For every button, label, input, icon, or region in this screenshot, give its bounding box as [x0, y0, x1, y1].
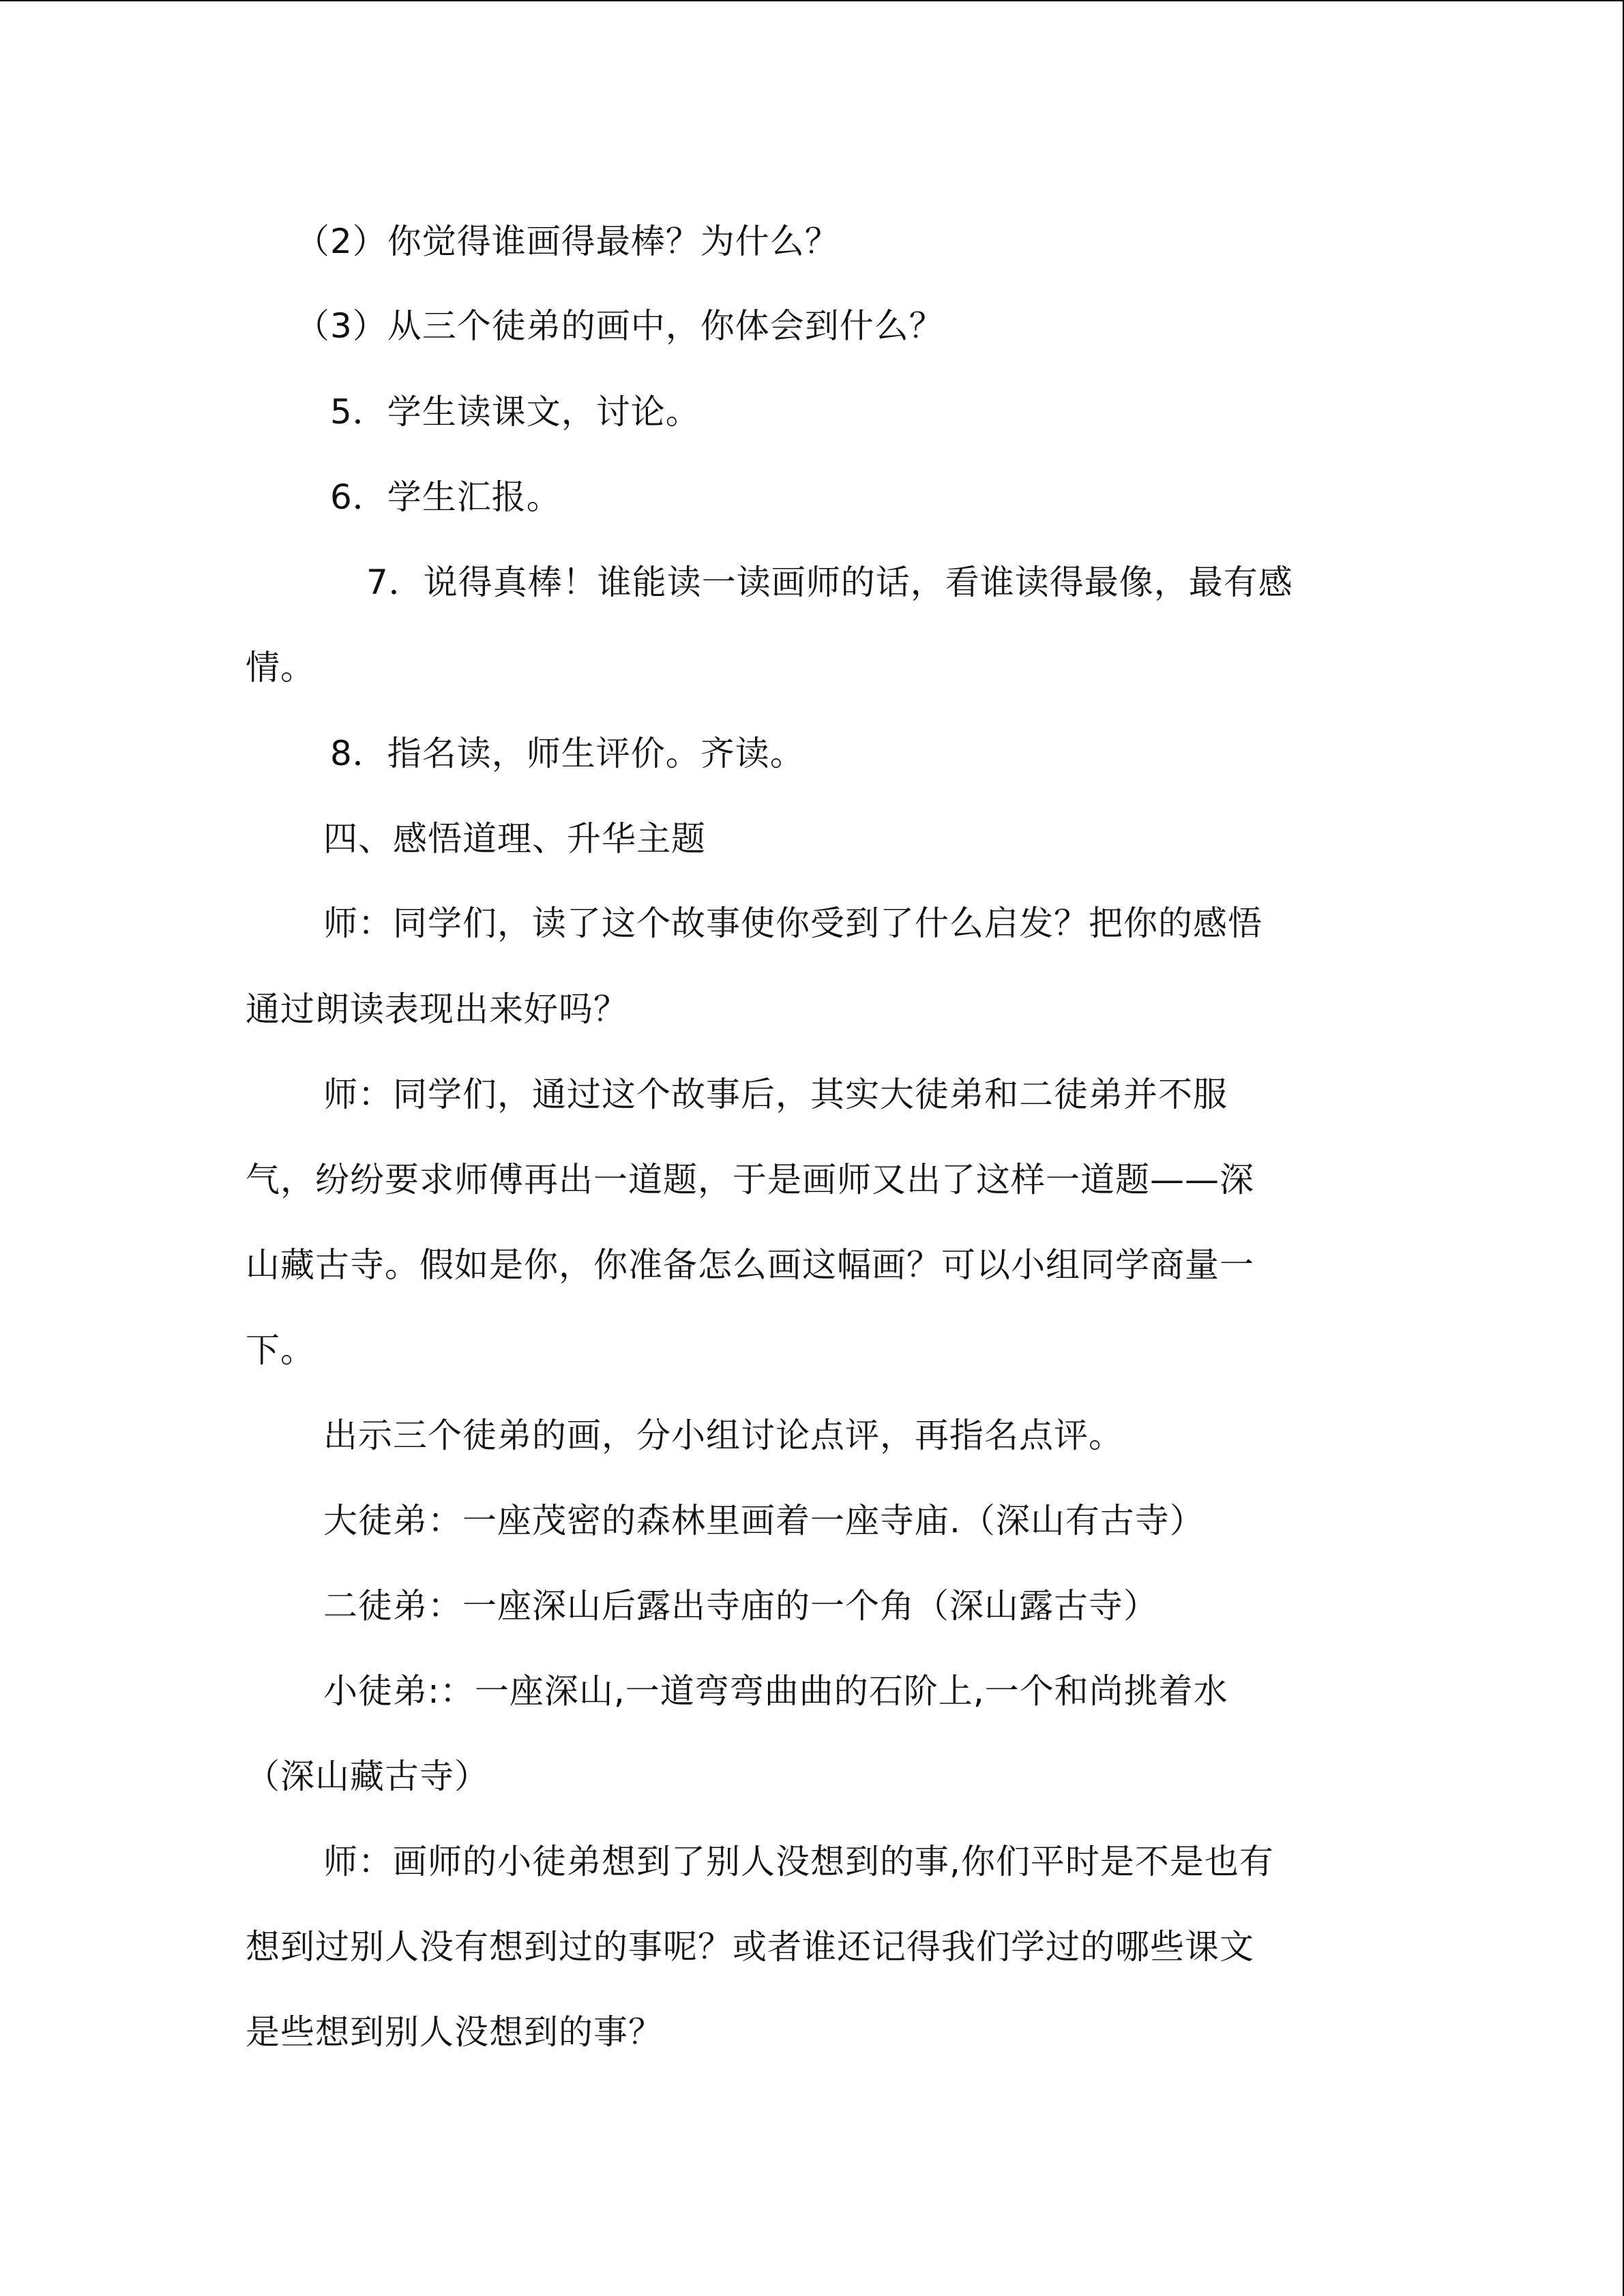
text-line: （深山藏古寺） — [246, 1757, 489, 1796]
text-line: 6．学生汇报。 — [330, 477, 561, 517]
text-line: 8．指名读，师生评价。齐读。 — [330, 734, 805, 773]
text-line: 想到过别人没有想到过的事呢？或者谁还记得我们学过的哪些课文 — [246, 1927, 1254, 1967]
text-line: 通过朗读表现出来好吗？ — [246, 989, 628, 1029]
text-line: 山藏古寺。假如是你，你准备怎么画这幅画？可以小组同学商量一 — [246, 1245, 1254, 1285]
text-line: 师：同学们，读了这个故事使你受到了什么启发？把你的感悟 — [323, 904, 1263, 943]
text-line: 大徒弟：一座茂密的森林里画着一座寺庙.（深山有古寺） — [323, 1501, 1205, 1540]
text-line: 二徒弟：一座深山后露出寺庙的一个角（深山露古寺） — [323, 1586, 1158, 1626]
section-heading: 四、感悟道理、升华主题 — [323, 819, 706, 859]
text-line: 气，纷纷要求师傅再出一道题，于是画师又出了这样一道题——深 — [246, 1160, 1254, 1199]
text-line: 下。 — [246, 1330, 315, 1370]
text-line: 是些想到别人没想到的事？ — [246, 2012, 663, 2052]
text-line: 情。 — [246, 648, 315, 687]
text-line: 师：画师的小徒弟想到了别人没想到的事,你们平时是不是也有 — [323, 1842, 1274, 1881]
text-line: （2）你觉得谁画得最棒？为什么？ — [295, 222, 840, 261]
text-line: 5．学生读课文，讨论。 — [330, 392, 700, 432]
text-line: 小徒弟:：一座深山,一道弯弯曲曲的石阶上,一个和尚挑着水 — [323, 1671, 1228, 1711]
text-line: 师：同学们，通过这个故事后，其实大徒弟和二徒弟并不服 — [323, 1075, 1228, 1114]
text-line: 7．说得真棒！谁能读一读画师的话，看谁读得最像，最有感 — [366, 563, 1293, 602]
text-line: 出示三个徒弟的画，分小组讨论点评，再指名点评。 — [323, 1416, 1123, 1455]
text-line: （3）从三个徒弟的画中，你体会到什么？ — [295, 306, 944, 346]
